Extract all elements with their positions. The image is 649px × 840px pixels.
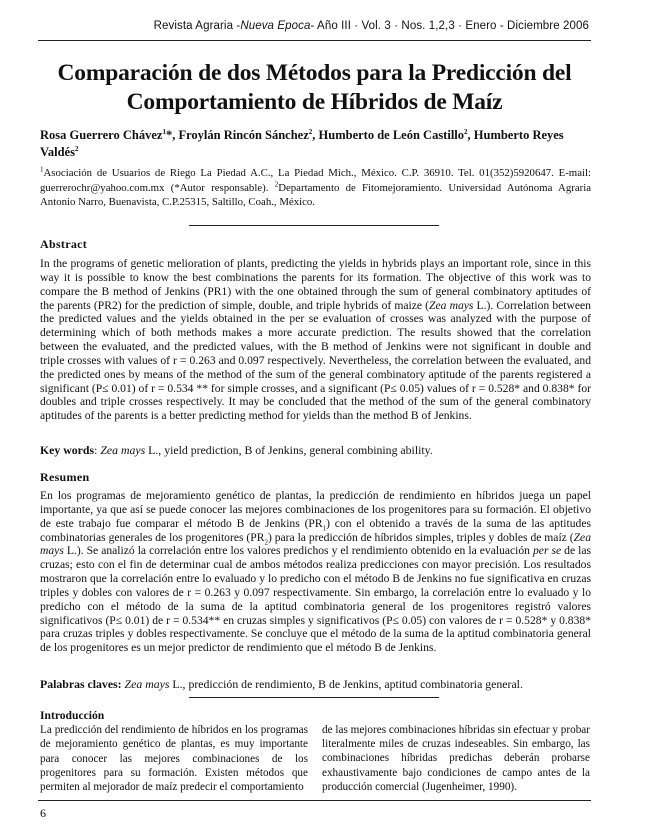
abstract-species: Zea mays [429,298,474,312]
key-words-list: L., yield prediction, B of Jenkins, general combining ability. [145,443,433,457]
resumen-per-se: per se [533,544,562,558]
key-words-species: Zea mays [100,443,146,457]
affil-2-marker: 2 [274,180,279,188]
intro-left-column [40,709,308,794]
resumen-sub-1: 1 [322,524,327,532]
resumen-body [40,489,591,655]
intro-left-text: La predicción del rendimiento de híbridos en los programas de mejoramiento genético de plantas, es muy importante para conocer las mejores combinaciones de los progenitores para su formación. Existen métodos que permiten al mejorador de maíz predecir el comportamiento [40,724,308,794]
author-2-affil: 2 [308,127,313,136]
author-list [40,127,591,161]
intro-right-text: de las mejores combinaciones híbridas sin efectuar y probar literalmente miles de cruzas indeseables. Sin embargo, las combinaciones híbridas predichas deberán probarse exhaustivamente bajo condiciones de campo antes de la producción comercial (Jugenheimer, 1990). [322,724,590,793]
author-separator: , [312,128,319,142]
abstract-heading: Abstract [40,237,88,251]
resumen-text-4: L.). Se analizó la correlación entre los valores predichos y el rendimiento obtenido en la evaluación [63,544,533,558]
affil-1-text: Asociación de Usuarios de Riego La Piedad A.C., La Piedad Mich., México. C.P. 36910. Tel. 01(352)5920647. E-mail: guerrerochr@yahoo.com.mx (*Autor responsable). [40,167,591,194]
palabras-claves [40,677,591,692]
resumen-text-3: ) para la predicción de híbridos simples, triples y dobles de maíz ( [267,530,574,544]
journal-series: Nueva Epoca [240,20,311,32]
resumen-sub-2: 2 [264,537,268,546]
author-3: Humberto de León Castillo [318,128,465,142]
resumen-text-5: de las cruzas; esto con el fin de determinar cual de ambos métodos realiza predicciones con mayor precisión. Los resultados mostraron que la correlación entre lo evaluado y lo predicho con el método B de Jenkins no fue significativa en cruzas triples y dobles con valores de r = 0.263 y 0.097 respectivamente. Sin embargo, la correlación entre lo evaluado y lo predicho con el método de la suma de la aptitud combinatoria general de los progenitores registró valores significativos (P≤ 0.01) de r = 0.534** en cruzas simples y significativos (P≤ 0.05) con valores de r = 0.528* y 0.838* para cruzas triples y dobles respectivamente. Se concluye que el método de la suma de la aptitud combinatoria general de los progenitores es un mejor predictor de rendimiento que el método B de Jenkins. [40,544,591,655]
journal-issue: - Año III · Vol. 3 · Nos. 1,2,3 · Enero - Diciembre 2006 [310,20,589,32]
abstract-text-2: L.). Correlation between the predicted values and the yields obtained in the per se evaluation of crosses was analyzed with the purpose of determining which of both methods makes a more accurate prediction. The results showed that the correlation between the evaluated, and the predicted values, with the B method of Jenkins were not significant in double and triple crosses with values of r = 0.263 and 0.097 respectively. Nevertheless, the correlation between the evaluated, and the predicted ones by means of the method of the sum of the general combinatory aptitude of the parents registered a significant (P≤ 0.01) of r = 0.534 ** for simple crosses, and a significant (P≤ 0.05) values of r = 0.528* and 0.838* for doubles and triple crosses respectively. It may be concluded that the method of the sum of the general combinatory aptitudes of the parents is a better predicting method for yields than the method B of Jenkins. [40,298,591,423]
abstract-text-1: In the programs of genetic melioration of plants, predicting the yields in hybrids plays an important role, since in this way it is possible to know the best combinations the parents for its formation. The objective of this work was to compare the B method of Jenkins (PR1) with the one obtained through the sum of general combinatory aptitudes of the parents (PR2) for the prediction of simple, double, and triple hybrids of maize ( [40,257,591,312]
footer-rule [38,800,591,801]
affil-2-text: Departamento de Fitomejoramiento. Universidad Autónoma Agraria Antonio Narro, Buenavista, C.P.25315, Saltillo, Coah., México. [40,181,591,209]
author-4-affil: 2 [74,144,79,153]
affil-1-marker: 1 [40,165,44,174]
key-words-label: Key words [40,443,95,457]
author-2: Froylán Rincón Sánchez [178,128,309,142]
palabras-species: Zea mays [124,677,170,691]
abstract-body [40,257,591,423]
title-line-1: Comparación de dos Métodos para la Predicción del [57,60,572,86]
article-title [38,59,591,117]
key-words [40,443,591,458]
author-separator: , [467,128,474,142]
divider-rule [189,225,439,226]
author-1-affil: 1 [162,127,166,136]
page-number: 6 [40,806,46,820]
title-line-2: Comportamiento de Híbridos de Maíz [126,89,503,115]
running-header [40,20,589,32]
corresponding-mark: *, [165,128,179,142]
affiliations [40,166,591,210]
intro-heading: Introducción [40,709,105,722]
author-1: Rosa Guerrero Chávez [40,128,163,142]
resumen-species: Zea mays [40,530,591,558]
intro-right-column [322,723,590,794]
resumen-text-1: En los programas de mejoramiento genético de plantas, la predicción de rendimiento en híbridos juega un papel importante, ya que así se puede conocer las mejores combinaciones de los progenitores para su formación. El objetivo de este trabajo fue comparar el método B de Jenkins (PR [40,489,591,530]
divider-rule [189,697,439,698]
resumen-text-2: ) con el obtenido a través de la suma de las aptitudes combinatorias generales de los progenitores (PR [40,516,591,544]
author-3-affil: 2 [464,127,468,136]
author-4: Humberto Reyes Valdés [40,128,564,159]
palabras-list: L., predicción de rendimiento, B de Jenkins, aptitud combinatoria general. [169,677,523,691]
journal-name: Revista Agraria - [153,20,241,32]
key-words-colon: : [94,443,101,457]
resumen-heading: Resumen [40,470,90,484]
header-rule [38,40,591,41]
palabras-label: Palabras claves: [40,677,122,691]
